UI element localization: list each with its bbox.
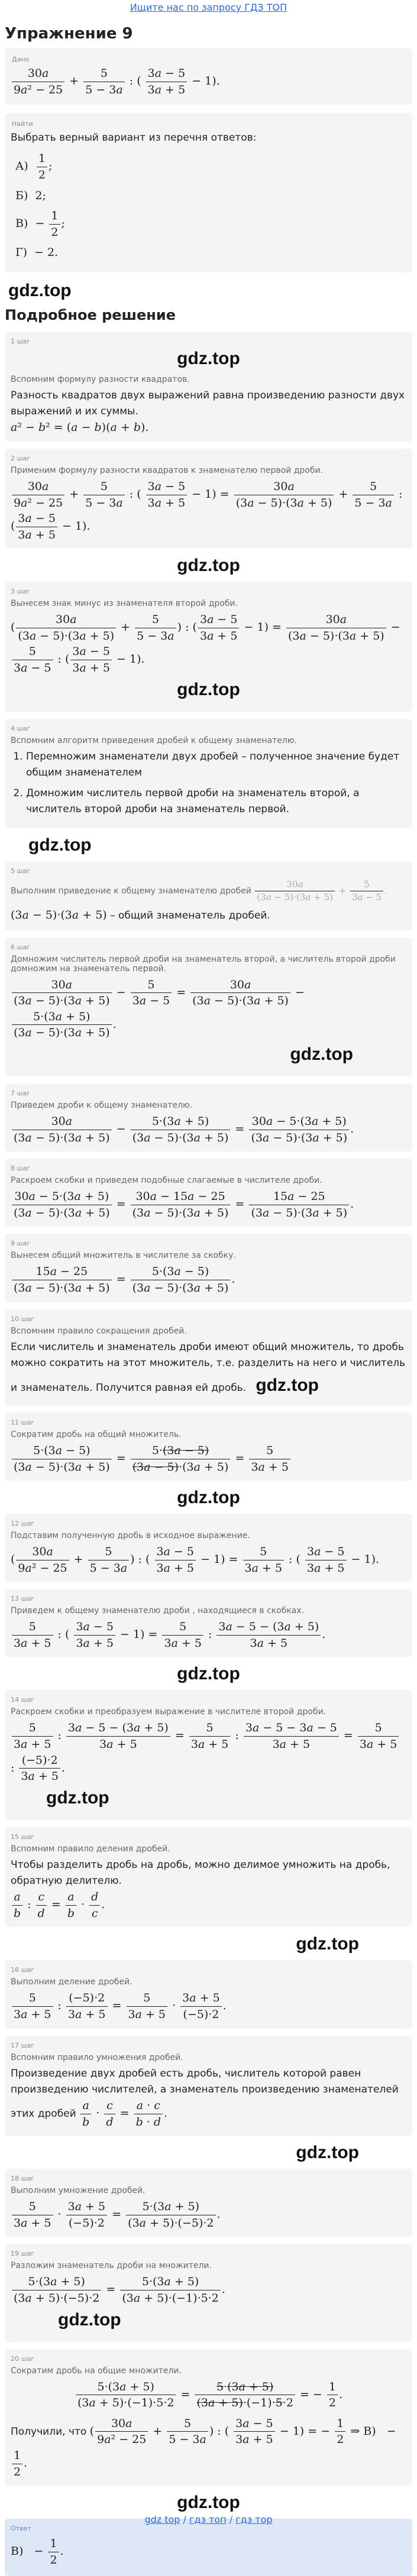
step-formula: $\frac{30a - 5\cdot(3a + 5)}{(3a - 5)\cdot(3a + 5)}$ = $\frac{30a - 15a - 25}{(3a - 5)\cdot(3a + 5)}$ = $\frac{15a - 25}{(3a - 5)\cdot(3a + 5)}$ . [11,1189,406,1221]
step-formula: $\frac{5}{3a + 5}$ : ( $\frac{3a - 5}{3a + 5}$ − 1) = $\frac{5}{3a + 5}$ : $\frac{3a - 5 - (3a + 5)}{3a + 5}$ . [11,1619,406,1651]
step-formula: $\frac{30a}{(3a - 5)\cdot(3a + 5)}$ − $\frac{5}{3a - 5}$ = $\frac{30a}{(3a - 5)\cdot(3a + 5)}$ − $\frac{5\cdot(3a + 5)}{(3a - 5)\cdot(3a + 5)}$ . [11,977,406,1041]
page-content [0,25,417,2576]
step-formula: $\frac{30a}{(3a - 5)\cdot(3a + 5)}$ − $\frac{5\cdot(3a + 5)}{(3a - 5)\cdot(3a + 5)}$ = $\frac{30a - 5\cdot(3a + 5)}{(3a - 5)\cdot(3a + 5)}$ . [11,1114,406,1146]
watermark: gdz.top [46,1787,109,1808]
step-label: 1 шаг [11,337,31,345]
step-note: Подставим полученную дробь в исходное выражение. [11,1531,250,1541]
footer-link[interactable]: гдз топ [189,2514,227,2525]
watermark: gdz.top [296,2143,359,2163]
watermark: gdz.top [296,1934,359,1954]
step-note: Выполним умножение дробей. [11,2186,146,2196]
step-formula: $\frac{a}{b}$ : $\frac{c}{d}$ = $\frac{a}{b}$ · $\frac{d}{c}$ . [11,1889,406,1921]
watermark: gdz.top [58,2309,121,2330]
step-formula: ( $\frac{30a}{(3a - 5)\cdot(3a + 5)}$ + $\frac{5}{5 - 3a}$ ) : ( $\frac{3a - 5}{3a + 5}$ − 1) = $\frac{30a}{(3a - 5)\cdot(3a + 5)}$ − $\frac{5}{3a - 5}$ : ( $\frac{3a - 5}{3a + 5}$ − 1). [11,613,400,675]
step-label: 13 шаг [11,1595,35,1603]
step-formula: ( $\frac{30a}{\text{9a² − 25}}$ + $\frac{5}{5 - 3a}$ ) : ( $\frac{3a - 5}{3a + 5}$ − 1) = $\frac{5}{3a + 5}$ : ( $\frac{3a - 5}{3a + 5}$ − 1). [11,1545,380,1575]
answer-box [5,2519,412,2576]
step-2 [5,449,412,549]
footer-link[interactable]: gdz top [144,2514,180,2525]
given-expression: $\frac{30a}{\text{9a² − 25}}$ + $\frac{5}{5 - 3a}$ : ( $\frac{3a - 5}{3a + 5}$ − 1). [11,66,406,98]
step-label: 9 шаг [11,1240,31,1248]
page-title: Упражнение 9 [5,25,133,43]
step-label: 17 шаг [11,2041,35,2049]
step-17 [5,2036,412,2136]
step-12 [5,1514,412,1582]
step-note: Раскроем скобки и приведем подобные слагаемые в числителе дроби. [11,1176,322,1186]
step-13 [5,1589,412,1657]
watermark: gdz.top [177,2493,240,2513]
step-6 [5,937,412,1076]
step-note: Вынесем общий множитель в числителе за скобку. [11,1251,236,1261]
option-c: В) − $\frac{1}{2}$ ; [15,209,65,239]
find-text: Выбрать верный вариант из перечня ответов: [11,132,257,144]
step-14 [5,1690,412,1819]
step-label: 2 шаг [11,454,31,462]
step-label: 10 шаг [11,1315,35,1323]
step-note: Разложим знаменатель дроби на множители. [11,2261,212,2271]
step-note: Раскроем скобки и преобразуем выражение в числителе второй дроби. [11,1707,327,1717]
step-label: 3 шаг [11,588,31,596]
step-label: 12 шаг [11,1520,35,1528]
step-formula: $\frac{15a - 25}{(3a - 5)\cdot(3a + 5)}$ = $\frac{5\cdot(3a - 5)}{(3a - 5)\cdot(3a + 5)}$ . [11,1264,406,1296]
step-5 [5,861,412,930]
step-text: Произведение двух дробей есть дробь, числитель которой равен произведению числителей, а знаменатель произведению знаменателей этих дробей $\frac{a}{b}$ · $\frac{c}{d}$ = $\frac{a \cdot c}{b \cdot d}$ . [11,2067,399,2129]
list-item: 2. Домножим числитель первой дроби на знаменатель второй, а числитель второй дроби на знаменатель первой. [26,786,406,817]
answer-value: В) − $\frac{1}{2}$ . [11,2537,64,2567]
result-line: Получили, что ( $\frac{30a}{\text{9a² − 25}}$ + $\frac{5}{5 - 3a}$ ) : ( $\frac{3a - 5}{3a + 5}$ − 1) = − $\frac{1}{2}$ ⇒ В) − $\frac{1}{2}$ . [11,2416,396,2478]
step-formula: $\frac{5}{3a + 5}$ : $\frac{3a - 5 - (3a + 5)}{3a + 5}$ = $\frac{5}{3a + 5}$ : $\frac{3a - 5 - 3a - 5}{3a + 5}$ = $\frac{5}{3a + 5}$ : $\frac{(-5)\cdot 2}{3a + 5}$ . [11,1720,406,1784]
step-note: Выполним приведение к общему знаменателю дробей $\frac{30a}{(3a - 5)\cdot(3a + 5)}$ + $\frac{5}{3a - 5}$ . [11,879,387,903]
watermark: gdz.top [177,556,240,576]
step-formula: $\frac{5\cdot(3a + 5)}{(3a + 5)\cdot(-5)\cdot 2}$ = $\frac{5\cdot(3a + 5)}{(3a + 5)\cdot(-1)\cdot 5\cdot 2}$ . [11,2274,406,2306]
step-label: 18 шаг [11,2175,35,2183]
option-b: Б) 2; [15,189,46,202]
step-label: 11 шаг [11,1418,35,1426]
watermark: gdz.top [8,280,72,300]
step-note: Вспомним правило сокращения дробей. [11,1326,187,1336]
step-formula: $\frac{30a}{\text{9a² − 25}}$ + $\frac{5}{5 - 3a}$ : ( $\frac{3a - 5}{3a + 5}$ − 1) = $\frac{30a}{(3a - 5)\cdot(3a + 5)}$ + $\frac{5}{5 - 3a}$ : ( $\frac{3a - 5}{3a + 5}$ − 1). [11,479,403,541]
step-formula: a² − b² = (a − b)(a + b). [11,421,149,434]
answer-label: Ответ [11,2525,31,2533]
step-15 [5,1827,412,1928]
step-label: 19 шаг [11,2250,35,2258]
step-label: 8 шаг [11,1164,31,1173]
step-note: Вспомним правило деления дробей. [11,1844,170,1854]
step-text: Если числитель и знаменатель дроби имеют общий множитель, то дробь можно сократить на этот множитель, т.е. разделить на него и числитель и знаменатель. Получится равная ей дробь. gdz.top [11,1341,406,1395]
option-d: Г) − 2. [15,246,59,259]
step-note: Домножим числитель первой дроби на знаменатель второй, а числитель второй дроби домножим на знаменатель первой. [11,954,396,974]
given-box [5,48,412,105]
find-label: Найти [12,120,33,128]
step-7 [5,1083,412,1151]
step-label: 15 шаг [11,1832,35,1841]
step-19 [5,2244,412,2341]
step-label: 14 шаг [11,1696,35,1704]
algorithm-list [11,749,406,818]
step-3 [5,582,412,711]
step-note: Вспомним правило умножения дробей. [11,2052,183,2062]
step-10 [5,1309,412,1406]
step-note: Вспомним алгоритм приведения дробей к общему знаменателю. [11,735,298,745]
watermark: gdz.top [177,348,240,368]
watermark: gdz.top [177,679,240,699]
watermark: gdz.top [28,835,92,855]
step-9 [5,1234,412,1302]
list-item: 1. Перемножим знаменатели двух дробей – полученное значение будет общим знаменателем [26,749,406,781]
find-box [5,113,412,272]
step-18 [5,2169,412,2237]
step-note: Приведем дроби к общему знаменателю. [11,1100,193,1110]
step-label: 6 шаг [11,943,31,951]
given-label: Дано [12,56,30,63]
step-text: (3a − 5)·(3a + 5) – общий знаменатель дробей. [11,909,270,922]
watermark: gdz.top [290,1044,353,1064]
footer-link[interactable]: гдз тор [235,2514,273,2525]
step-formula: $\frac{5}{3a + 5}$ : $\frac{(-5)\cdot 2}{3a + 5}$ = $\frac{5}{3a + 5}$ · $\frac{3a + 5}{(-5)\cdot 2}$ . [11,1990,406,2022]
step-note: Выполним деление дробей. [11,1977,132,1987]
step-label: 7 шаг [11,1089,31,1097]
step-1 [5,332,412,442]
step-4 [5,719,412,829]
step-label: 20 шаг [11,2354,35,2363]
step-note: Применим формулу разности квадратов к знаменателю первой дроби. [11,465,324,475]
top-banner[interactable]: Ищите нас по запросу ГДЗ ТОП [130,2,287,13]
step-note: Вынесем знак минус из знаменателя второй дроби. [11,599,238,609]
footer-links: gdz top / гдз топ / гдз тор [144,2514,273,2525]
option-a: А) $\frac{1}{2}$ ; [15,152,53,181]
step-text: Чтобы разделить дробь на дробь, можно делимое умножить на дробь, обратную делителю. [11,1858,390,1887]
step-formula: $\frac{5\cdot(3a + 5)}{(3a + 5)\cdot(-1)\cdot 5\cdot 2}$ = $\frac{5\cdot(3a + 5)}{(3a + 5)\cdot(-1)\cdot 5\cdot 2}$ = − $\frac{1}{2}$ . [11,2379,406,2411]
step-note: Сократим дробь на общий множитель. [11,1429,182,1439]
step-note: Сократим дробь на общие множители. [11,2366,182,2376]
step-formula: $\frac{5\cdot(3a - 5)}{(3a - 5)\cdot(3a + 5)}$ = $\frac{5\cdot(3a - 5)}{(3a - 5)\cdot(3a + 5)}$ = $\frac{5}{3a + 5}$ [11,1443,406,1475]
step-8 [5,1159,412,1227]
step-11 [5,1413,412,1481]
step-note: Приведем к общему знаменателю дроби , находящиеся в скобках. [11,1606,305,1616]
step-formula: $\frac{5}{3a + 5}$ · $\frac{3a + 5}{(-5)\cdot 2}$ = $\frac{5\cdot(3a + 5)}{(3a + 5)\cdot(-5)\cdot 2}$ . [11,2199,406,2231]
watermark: gdz.top [177,1488,240,1508]
step-label: 5 шаг [11,867,31,875]
step-20 [5,2349,412,2486]
step-16 [5,1960,412,2028]
solution-title: Подробное решение [5,306,176,323]
step-label: 4 шаг [11,724,31,732]
step-text: Разность квадратов двух выражений равна произведению разности двух выражений и их суммы. [11,389,405,418]
step-label: 16 шаг [11,1966,35,1974]
step-note: Вспомним формулу разности квадратов. [11,374,190,384]
watermark: gdz.top [177,1664,240,1684]
watermark: gdz.top [256,1375,319,1395]
